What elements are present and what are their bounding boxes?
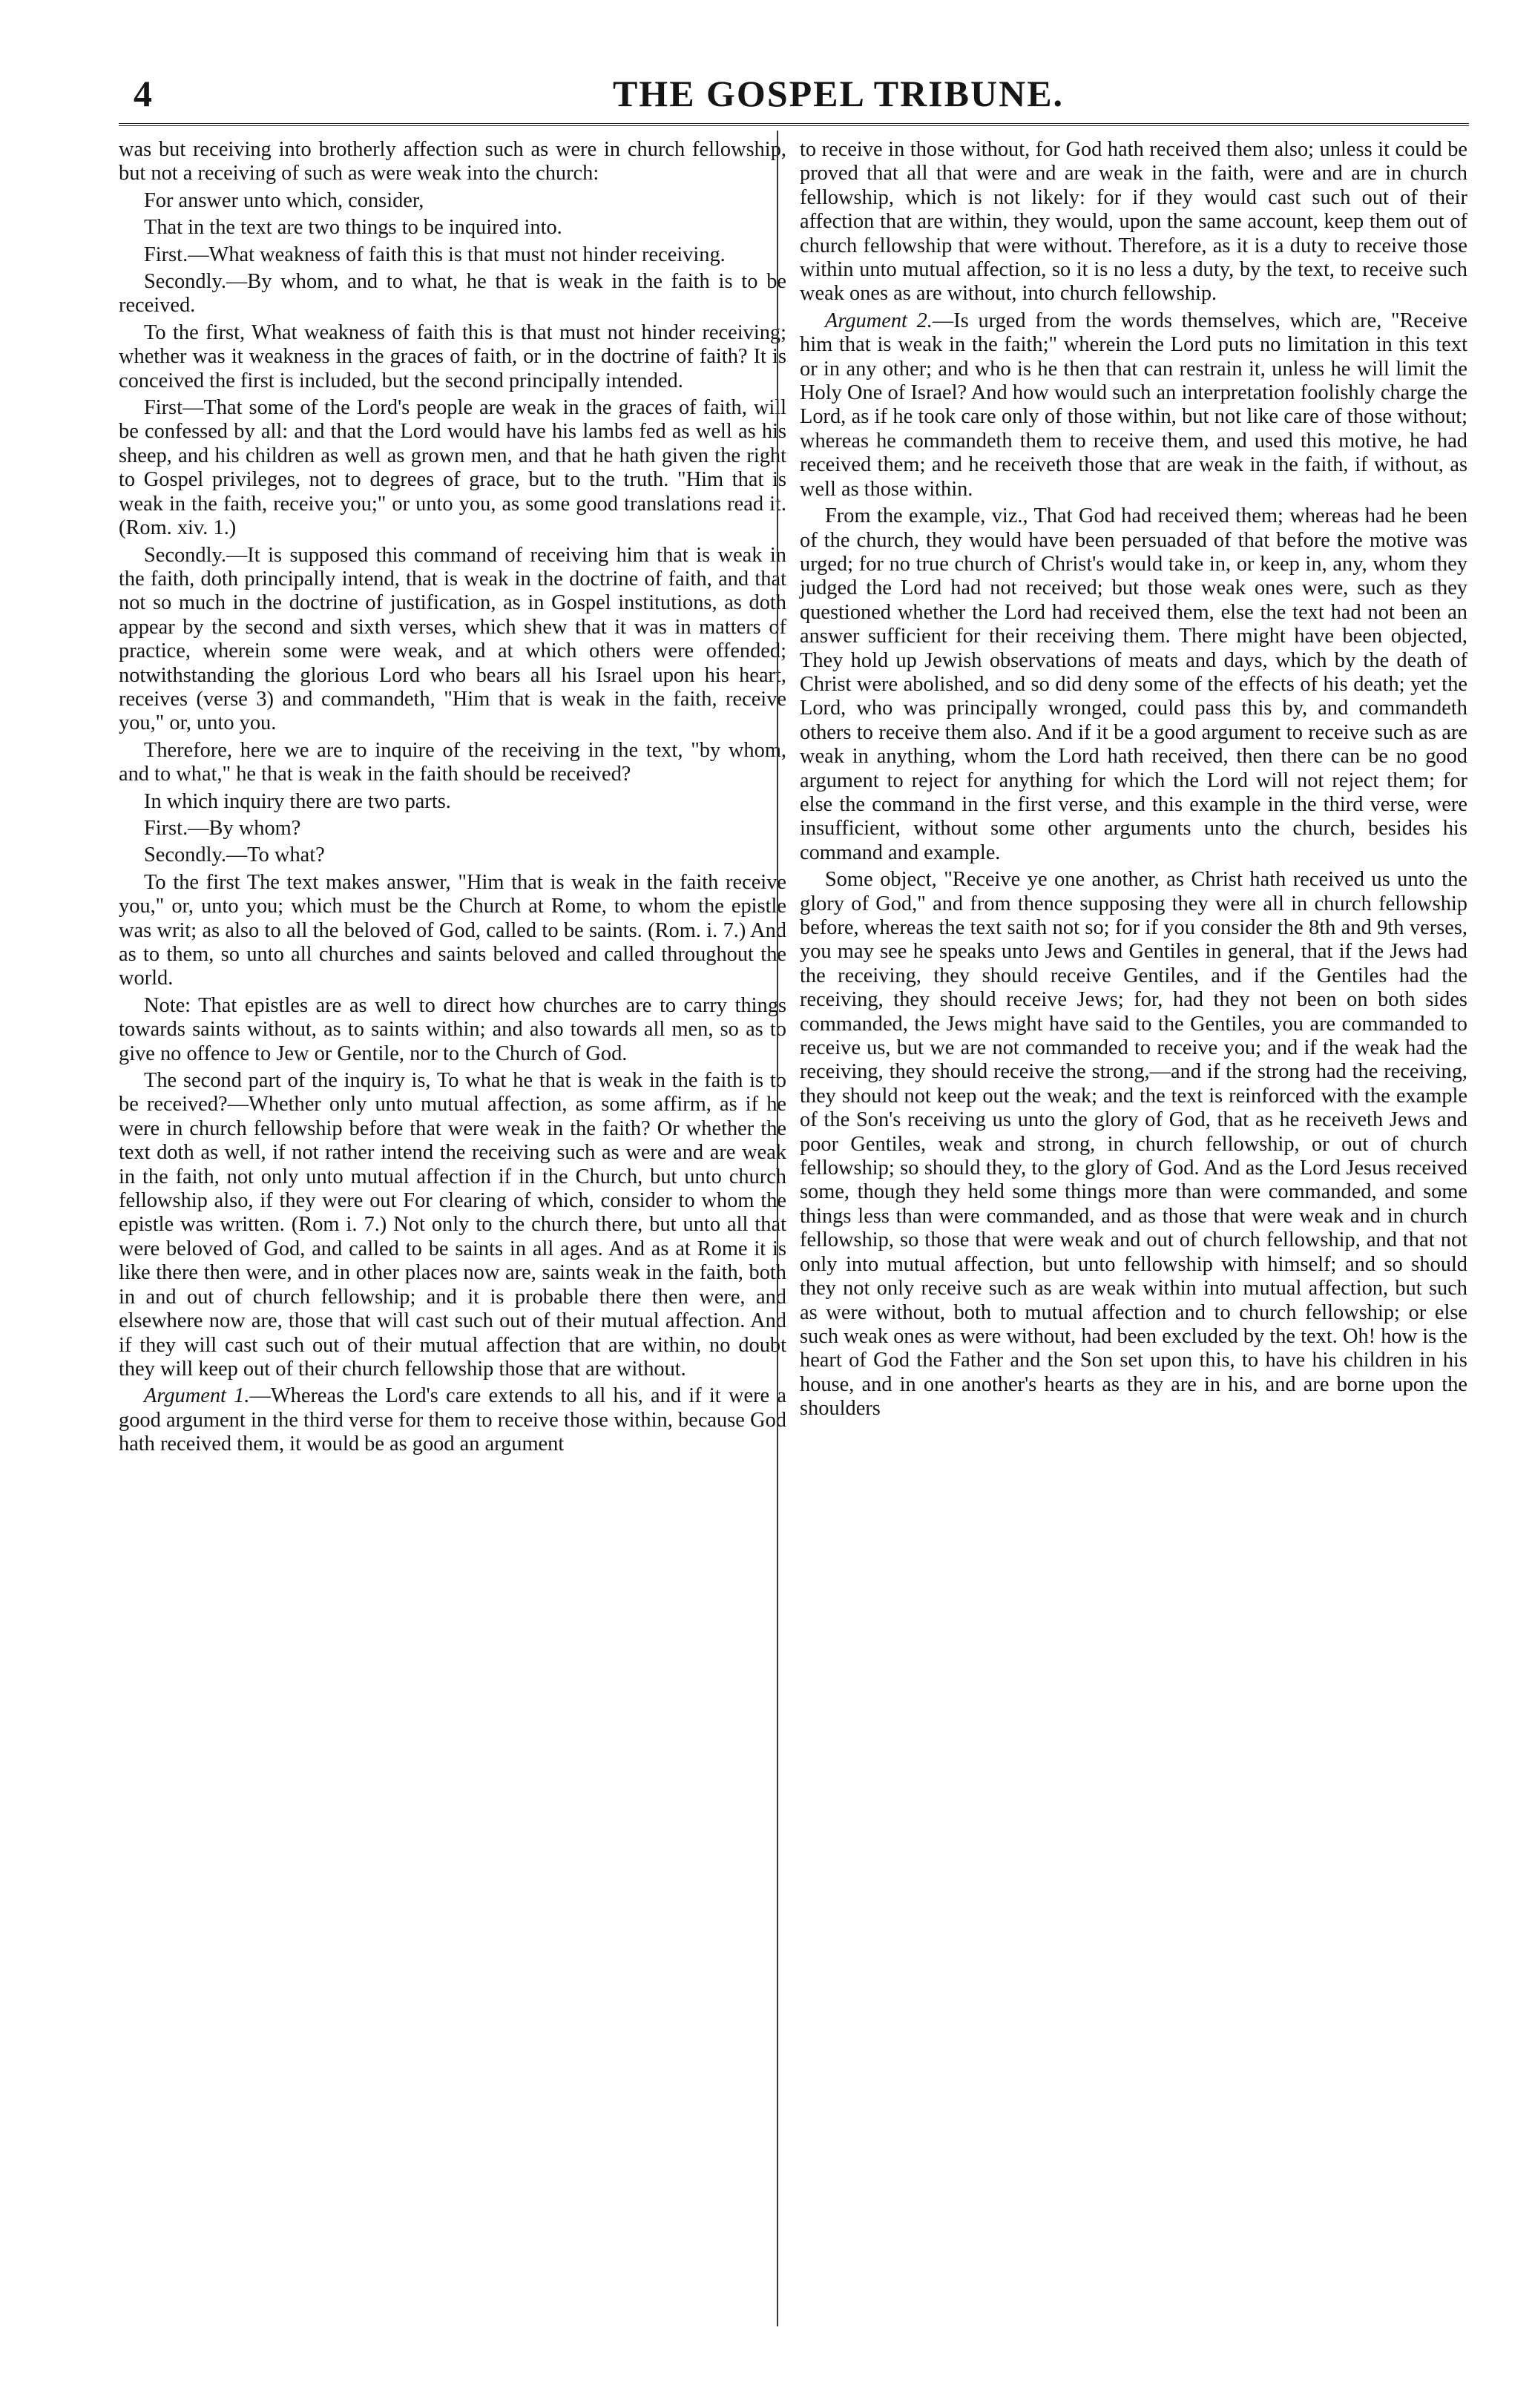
paragraph-text: Secondly.—By whom, and to what, he that is weak in the faith is to be received. <box>119 270 786 318</box>
paragraph <box>800 504 1467 865</box>
argument-heading: Argument 1. <box>144 1384 250 1408</box>
paragraph-text: Secondly.—It is supposed this command of receiving him that is weak in the faith, doth principally intend, that is weak in the doctrine of faith, and that not so much in the doctrine of justification, as in Gospel institutions, as doth appear by the second and sixth verses, which shew that it was in matters of practice, wherein some were weak, and at which others were offended; notwithstanding the glorious Lord who bears all his Israel upon his heart, receives (verse 3) and commandeth, "Him that is weak in the faith, receive you," or, unto you. <box>119 543 786 735</box>
paragraph-text: —Whereas the Lord's care extends to all his, and if it were a good argument in the third verse for them to receive those within, because God hath received them, it would be as good an argument <box>119 1384 786 1456</box>
argument-heading: Argument 2. <box>825 309 933 332</box>
paragraph-text: In which inquiry there are two parts. <box>144 789 451 813</box>
paragraph-text: to receive in those without, for God hath received them also; unless it could be proved that all that were and are weak in the faith, were and are in church fellowship, which is not likely: for if they would cast such out of their affection that are within, they would, upon the same account, keep them out of church fellowship that were without. Therefore, as it is a duty to receive those within unto mutual affection, so it is no less a duty, by the text, to receive such weak ones as are without, into church fellowship. <box>800 138 1467 306</box>
paragraph <box>119 138 786 186</box>
paragraph <box>119 216 786 240</box>
paragraph <box>800 138 1467 306</box>
paragraph-text: The second part of the inquiry is, To what he that is weak in the faith is to be received?—Whether only unto mutual affection, as some affirm, as if he were in church fellowship before that were weak in the faith? Or whether the text doth as well, if not rather intend the receiving such as were and are weak in the faith, not only unto mutual affection if in the Church, but unto church fellowship also, if they were out For clearing of which, consider to whom the epistle was written. (Rom i. 7.) Not only to the church there, but unto all that were beloved of God, and called to be saints in all ages. And as at Rome it is like there then were, and in other places now are, saints weak in the faith, both in and out of church fellowship; and it is probable there then were, and elsewhere now are, those that will cast such out of their mutual affection. And if they will cast such out of their mutual affection that are within, no doubt they will keep out of their church fellowship those that are without. <box>119 1069 786 1381</box>
paragraph <box>800 868 1467 1421</box>
paragraph <box>119 843 786 867</box>
paragraph <box>119 994 786 1066</box>
paragraph <box>119 817 786 841</box>
header-rule <box>119 123 1469 126</box>
paragraph <box>119 790 786 814</box>
left-column <box>119 138 786 1460</box>
right-column <box>800 138 1467 1424</box>
paragraph <box>119 544 786 736</box>
paragraph-text: Some object, "Receive ye one another, as Christ hath received us unto the glory of God," and from thence supposing they were all in church fellowship before, whereas the text saith not so; for if you consider the 8th and 9th verses, you may see he speaks unto Jews and Gentiles in general, that if the Jews had the receiving, they should receive Gentiles, and if the Gentiles had the receiving, they should receive Jews; for, had they not been on both sides commanded, the Jews might have said to the Gentiles, you are commanded to receive us, but we are not commanded to receive you; and if the weak had the receiving, they should receive the strong,—and if the strong had the receiving, they should not keep out the weak; and the text is reinforced with the example of the Son's receiving us unto the glory of God, that as he receiveth Jews and poor Gentiles, weak and strong, in church fellowship, or out of church fellowship; so should they, to the glory of God. And as the Lord Jesus received some, though they held some things more than were commanded, and some things less than were commanded, and as those that were weak and in church fellowship, so those that were weak and out of church fellowship, and that not only into mutual affection, but unto fellowship with himself; and so should they not only receive such as are weak within into mutual affection, but such as were without, both to mutual affection and to church fellowship; or else such weak ones as were without, had been excluded by the text. Oh! how is the heart of God the Father and the Son set upon this, to have his children in his house, and in one another's hearts as they are in his, and are borne upon the shoulders <box>800 868 1467 1421</box>
newspaper-title: THE GOSPEL TRIBUNE. <box>612 73 1065 114</box>
paragraph-text: was but receiving into brotherly affection such as were in church fellowship, but not a receiving of such as were weak into the church: <box>119 138 786 185</box>
paragraph-text: To the first The text makes answer, "Him that is weak in the faith receive you," or, unto you; which must be the Church at Rome, to whom the epistle was writ; as also to all the beloved of God, called to be saints. (Rom. i. 7.) And as to them, so unto all churches and saints beloved and called throughout the world. <box>119 870 786 990</box>
paragraph-text: To the first, What weakness of faith this is that must not hinder receiving; whether was it weakness in the graces of faith, or in the doctrine of faith? It is conceived the first is included, but the second principally intended. <box>119 320 786 392</box>
page-header <box>119 71 1469 122</box>
paragraph-text: First.—By whom? <box>144 816 301 840</box>
paragraph <box>119 1069 786 1381</box>
paragraph-text: For answer unto which, consider, <box>144 188 424 212</box>
paragraph <box>800 309 1467 501</box>
paragraph <box>119 189 786 213</box>
paragraph-text: That in the text are two things to be inquired into. <box>144 216 562 240</box>
paragraph-text: —Is urged from the words themselves, which are, "Receive him that is weak in the faith;" wherein the Lord puts no limitation in this text or in any other; and who is he then that can restrain it, unless he will limit the Holy One of Israel? And how would such an interpretation foolishly charge the Lord, as if he took care only of those within, but not like care of those without; whereas he commandeth them to receive them, and used this motive, he had received them; and he receiveth those that are weak in the faith, if without, as well as those within. <box>800 309 1467 501</box>
paragraph <box>119 871 786 991</box>
paragraph <box>119 243 786 267</box>
paragraph <box>119 739 786 787</box>
paragraph-text: Therefore, here we are to inquire of the receiving in the text, "by whom, and to what," he that is weak in the faith should be received? <box>119 738 786 786</box>
paragraph-text: From the example, viz., That God had received them; whereas had he been of the church, they would have been persuaded of that before the motive was urged; for no true church of Christ's would take in, or keep in, any, whom they judged the Lord had not received; but those weak ones were, such as they questioned whether the Lord had received them, else the text had not been an answer sufficient for their receiving them. There might have been objected, They hold up Jewish observations of meats and days, which by the death of Christ were abolished, and so did deny some of the effects of his death; yet the Lord, who was principally wronged, could pass this by, and commandeth others to receive them also. And if it be a good argument to receive such as are weak in anything, whom the Lord hath received, then there can be no good argument to reject for anything for which the Lord will not reject them; for else the command in the first verse, and this example in the third verse, were insufficient, without some other arguments unto the church, besides his command and example. <box>800 504 1467 864</box>
paragraph-text: Secondly.—To what? <box>144 843 325 867</box>
paragraph <box>119 396 786 540</box>
paragraph <box>119 270 786 318</box>
page-number: 4 <box>134 73 152 114</box>
paragraph-text: Note: That epistles are as well to direct how churches are to carry things towards saints without, as to saints within; and also towards all men, so as to give no offence to Jew or Gentile, nor to the Church of God. <box>119 993 786 1065</box>
column-divider <box>777 131 778 2326</box>
paragraph <box>119 321 786 393</box>
paragraph <box>119 1384 786 1456</box>
paragraph-text: First—That some of the Lord's people are weak in the graces of faith, will be confessed by all: and that the Lord would have his lambs fed as well as his sheep, and his children as well as grown men, and that he hath given the right to Gospel privileges, not to degrees of grace, but to the truth. "Him that is weak in the faith, receive you;" or unto you, as some good translations read it. (Rom. xiv. 1.) <box>119 396 786 540</box>
paragraph-text: First.—What weakness of faith this is that must not hinder receiving. <box>144 243 726 266</box>
